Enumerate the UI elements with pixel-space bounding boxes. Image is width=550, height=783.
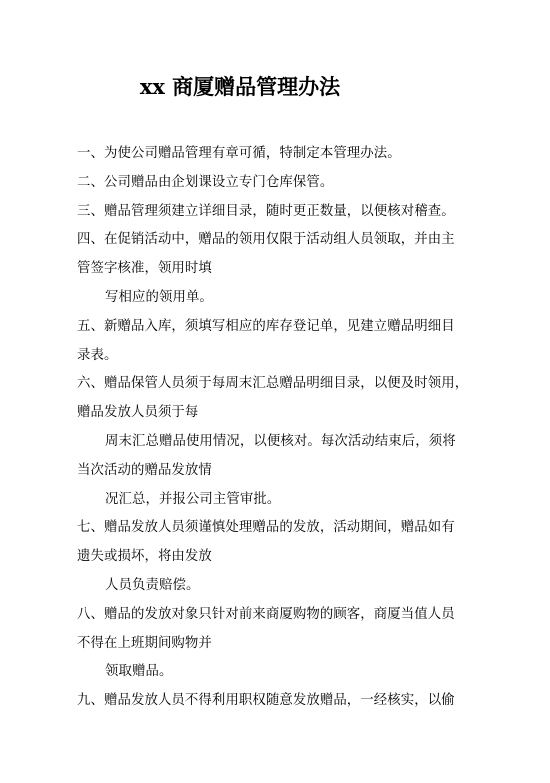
paragraph-line: 六、赠品保管人员须于每周末汇总赠品明细目录，以便及时领用，	[77, 376, 469, 392]
document-body	[77, 140, 472, 716]
paragraph-line: 三、赠品管理须建立详细目录，随时更正数量，以便核对稽查。	[77, 203, 455, 219]
paragraph-line: 九、赠品发放人员不得利用职权随意发放赠品，一经核实，以偷	[77, 693, 455, 709]
paragraph-line: 人员负责赔偿。	[105, 577, 200, 593]
paragraph-line: 一、为使公司赠品管理有章可循，特制定本管理办法。	[77, 146, 401, 161]
paragraph-line: 不得在上班期间购物并	[77, 635, 212, 651]
paragraph-line: 写相应的领用单。	[105, 289, 213, 305]
paragraph-line: 周末汇总赠品使用情况，以便核对。每次活动结束后，须将	[105, 433, 456, 449]
document-title: xx 商厦赠品管理办法	[139, 74, 341, 99]
paragraph-line: 领取赠品。	[105, 664, 173, 680]
paragraph-line: 管签字核准，领用时填	[77, 261, 212, 277]
paragraph-line: 二、公司赠品由企划课设立专门仓库保管。	[77, 174, 334, 190]
paragraph-line: 赠品发放人员须于每	[77, 405, 199, 421]
paragraph-line: 录表。	[77, 347, 118, 363]
paragraph-line: 五、新赠品入库，须填写相应的库存登记单，见建立赠品明细目	[77, 318, 455, 334]
paragraph-line: 八、赠品的发放对象只针对前来商厦购物的顾客，商厦当值人员	[77, 606, 455, 622]
paragraph-line: 况汇总，并报公司主管审批。	[105, 491, 281, 507]
paragraph-line: 四、在促销活动中，赠品的领用仅限于活动组人员领取，并由主	[77, 232, 455, 248]
paragraph-line: 当次活动的赠品发放情	[77, 462, 212, 478]
paragraph-line: 七、赠品发放人员须谨慎处理赠品的发放，活动期间，赠品如有	[77, 520, 455, 536]
paragraph-line: 遗失或损坏，将由发放	[77, 549, 212, 565]
